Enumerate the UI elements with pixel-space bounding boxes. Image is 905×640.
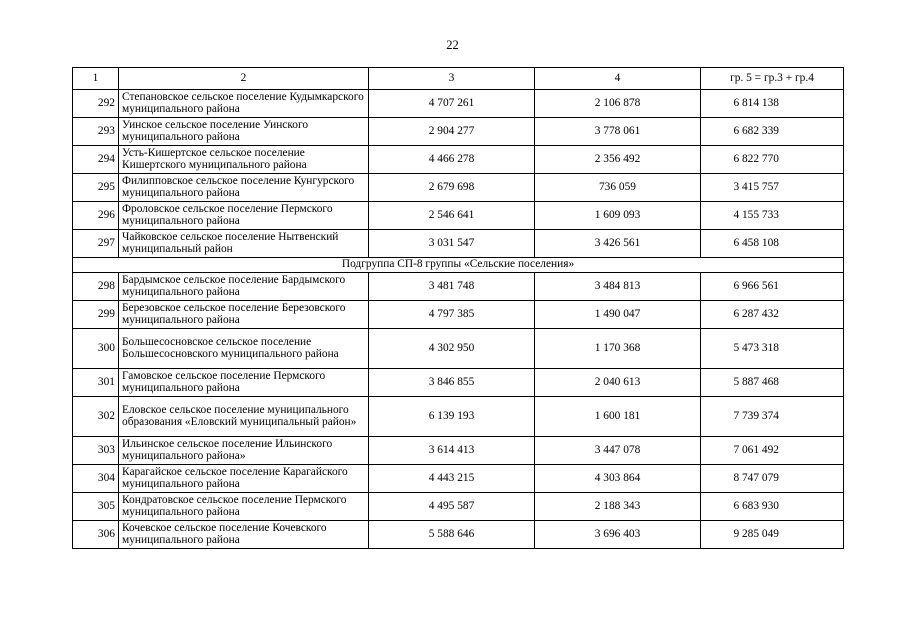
value-col-5-total: 6 458 108 xyxy=(701,230,844,258)
value-col-4: 2 106 878 xyxy=(535,90,701,118)
value-col-3: 4 302 950 xyxy=(369,329,535,369)
settlement-name: Кондратовское сельское поселение Пермского муниципального района xyxy=(119,493,369,521)
subgroup-title: Подгруппа СП-8 группы «Сельские поселения» xyxy=(73,258,844,273)
value-col-3: 2 546 641 xyxy=(369,202,535,230)
settlement-name: Фроловское сельское поселение Пермского муниципального района xyxy=(119,202,369,230)
value-col-3: 4 707 261 xyxy=(369,90,535,118)
value-col-3: 4 443 215 xyxy=(369,465,535,493)
table-row xyxy=(73,521,844,549)
value-col-5-total: 5 887 468 xyxy=(701,369,844,397)
page-number: 22 xyxy=(446,38,459,52)
table-row xyxy=(73,202,844,230)
value-col-3: 3 846 855 xyxy=(369,369,535,397)
value-col-5-total: 6 683 930 xyxy=(701,493,844,521)
table-row xyxy=(73,493,844,521)
settlement-name: Уинское сельское поселение Уинского муниципального района xyxy=(119,118,369,146)
value-col-3: 4 797 385 xyxy=(369,301,535,329)
value-col-3: 4 495 587 xyxy=(369,493,535,521)
subgroup-row xyxy=(73,258,844,273)
data-table xyxy=(72,67,844,549)
row-number: 297 xyxy=(73,230,119,258)
settlement-name: Карагайское сельское поселение Карагайского муниципального района xyxy=(119,465,369,493)
table-row xyxy=(73,230,844,258)
settlement-name: Ильинское сельское поселение Ильинского муниципального района» xyxy=(119,437,369,465)
settlement-name: Чайковское сельское поселение Нытвенский муниципальный район xyxy=(119,230,369,258)
header-col-2: 2 xyxy=(119,68,369,90)
settlement-name: Филипповское сельское поселение Кунгурского муниципального района xyxy=(119,174,369,202)
value-col-3: 5 588 646 xyxy=(369,521,535,549)
settlement-name: Гамовское сельское поселение Пермского муниципального района xyxy=(119,369,369,397)
value-col-4: 1 170 368 xyxy=(535,329,701,369)
value-col-5-total: 5 473 318 xyxy=(701,329,844,369)
value-col-4: 736 059 xyxy=(535,174,701,202)
row-number: 303 xyxy=(73,437,119,465)
value-col-5-total: 9 285 049 xyxy=(701,521,844,549)
row-number: 304 xyxy=(73,465,119,493)
value-col-4: 1 609 093 xyxy=(535,202,701,230)
value-col-3: 2 904 277 xyxy=(369,118,535,146)
value-col-4: 2 188 343 xyxy=(535,493,701,521)
value-col-5-total: 6 814 138 xyxy=(701,90,844,118)
row-number: 301 xyxy=(73,369,119,397)
value-col-5-total: 7 739 374 xyxy=(701,397,844,437)
row-number: 300 xyxy=(73,329,119,369)
value-col-3: 4 466 278 xyxy=(369,146,535,174)
settlement-name: Усть-Кишертское сельское поселение Кишертского муниципального района xyxy=(119,146,369,174)
row-number: 293 xyxy=(73,118,119,146)
value-col-4: 2 356 492 xyxy=(535,146,701,174)
header-col-3: 3 xyxy=(369,68,535,90)
value-col-4: 3 778 061 xyxy=(535,118,701,146)
value-col-4: 1 600 181 xyxy=(535,397,701,437)
row-number: 306 xyxy=(73,521,119,549)
row-number: 292 xyxy=(73,90,119,118)
settlement-name: Большесосновское сельское поселение Большесосновского муниципального района xyxy=(119,329,369,369)
value-col-5-total: 6 966 561 xyxy=(701,273,844,301)
value-col-4: 3 447 078 xyxy=(535,437,701,465)
table-row xyxy=(73,369,844,397)
value-col-4: 2 040 613 xyxy=(535,369,701,397)
table-row xyxy=(73,465,844,493)
header-col-4: 4 xyxy=(535,68,701,90)
row-number: 299 xyxy=(73,301,119,329)
value-col-3: 3 614 413 xyxy=(369,437,535,465)
table-body xyxy=(73,90,844,549)
settlement-name: Березовское сельское поселение Березовского муниципального района xyxy=(119,301,369,329)
header-col-1: 1 xyxy=(73,68,119,90)
value-col-5-total: 6 287 432 xyxy=(701,301,844,329)
row-number: 295 xyxy=(73,174,119,202)
value-col-5-total: 3 415 757 xyxy=(701,174,844,202)
row-number: 294 xyxy=(73,146,119,174)
header-col-5: гр. 5 = гр.3 + гр.4 xyxy=(701,68,844,90)
value-col-3: 3 481 748 xyxy=(369,273,535,301)
value-col-5-total: 6 682 339 xyxy=(701,118,844,146)
value-col-4: 3 484 813 xyxy=(535,273,701,301)
table-row xyxy=(73,90,844,118)
value-col-3: 6 139 193 xyxy=(369,397,535,437)
value-col-4: 3 426 561 xyxy=(535,230,701,258)
value-col-3: 3 031 547 xyxy=(369,230,535,258)
value-col-5-total: 7 061 492 xyxy=(701,437,844,465)
table-row xyxy=(73,273,844,301)
table-row xyxy=(73,437,844,465)
row-number: 296 xyxy=(73,202,119,230)
value-col-5-total: 6 822 770 xyxy=(701,146,844,174)
value-col-5-total: 8 747 079 xyxy=(701,465,844,493)
value-col-5-total: 4 155 733 xyxy=(701,202,844,230)
value-col-4: 1 490 047 xyxy=(535,301,701,329)
table-row xyxy=(73,174,844,202)
header-row xyxy=(73,68,844,90)
row-number: 298 xyxy=(73,273,119,301)
value-col-4: 3 696 403 xyxy=(535,521,701,549)
table-row xyxy=(73,118,844,146)
settlement-name: Степановское сельское поселение Кудымкарского муниципального района xyxy=(119,90,369,118)
table-row xyxy=(73,397,844,437)
value-col-3: 2 679 698 xyxy=(369,174,535,202)
row-number: 305 xyxy=(73,493,119,521)
row-number: 302 xyxy=(73,397,119,437)
table-row xyxy=(73,146,844,174)
table-row xyxy=(73,301,844,329)
settlement-name: Бардымское сельское поселение Бардымского муниципального района xyxy=(119,273,369,301)
table-row xyxy=(73,329,844,369)
settlement-name: Еловское сельское поселение муниципального образования «Еловский муниципальный район» xyxy=(119,397,369,437)
value-col-4: 4 303 864 xyxy=(535,465,701,493)
settlement-name: Кочевское сельское поселение Кочевского муниципального района xyxy=(119,521,369,549)
